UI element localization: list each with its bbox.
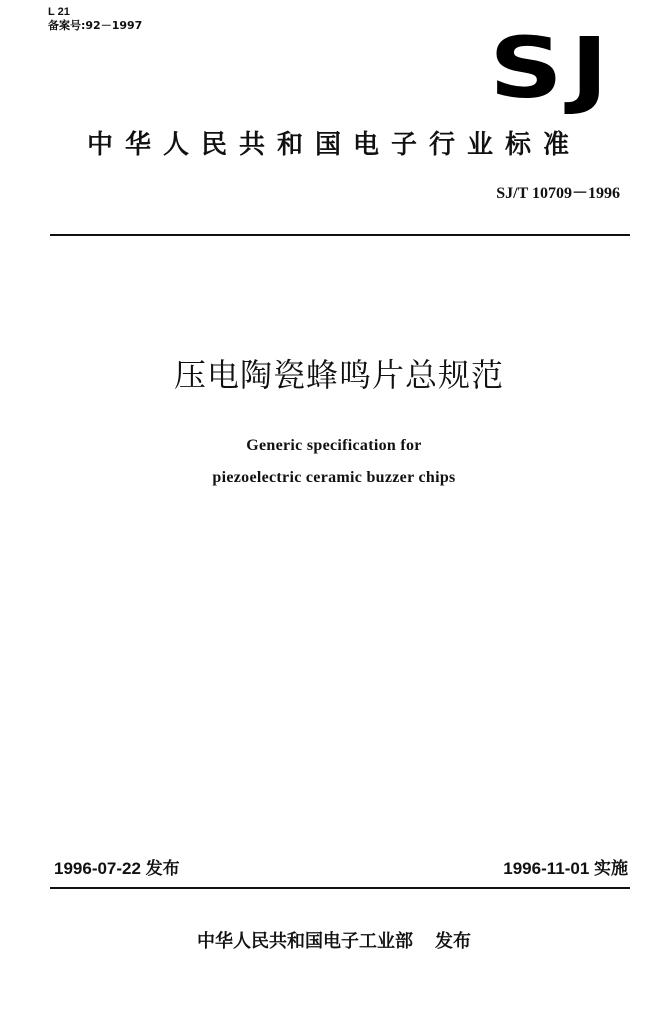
implementation-date: 1996-11-01 实施 [503, 859, 628, 878]
filing-number: 备案号:92－1997 [48, 19, 143, 32]
document-title-english-line2: piezoelectric ceramic buzzer chips [212, 469, 456, 486]
publisher-line [0, 930, 668, 954]
document-title-english-line1: Generic specification for [246, 437, 422, 454]
sj-logo: SJ [489, 19, 616, 117]
top-divider [50, 234, 630, 236]
classification-code: L 21 [48, 6, 70, 18]
publisher-action: 发布 [435, 931, 471, 952]
bottom-divider [50, 887, 630, 889]
publisher-name: 中华人民共和国电子工业部 [197, 931, 413, 952]
document-title-chinese: 压电陶瓷蜂鸣片总规范 [173, 356, 504, 394]
industry-standard-title: 中华人民共和国电子行业标准 [86, 130, 581, 160]
standard-number: SJ/T 10709－1996 [496, 185, 620, 202]
issue-date: 1996-07-22 发布 [54, 859, 180, 878]
